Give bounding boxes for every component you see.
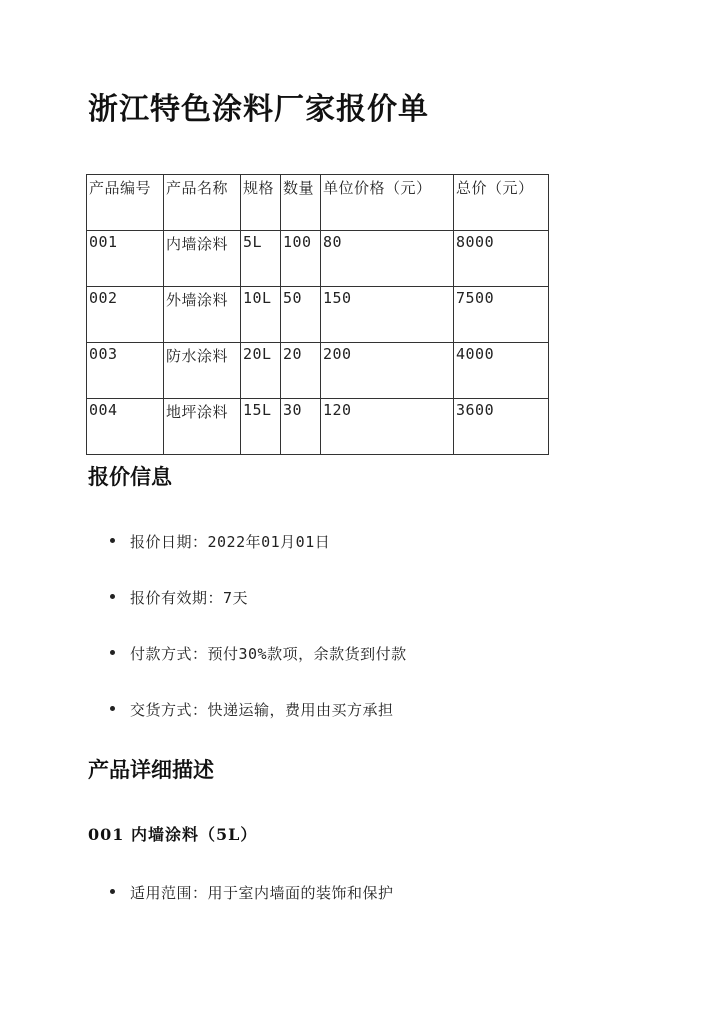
cell-total-price: 3600 xyxy=(454,399,549,455)
cell-total-price: 8000 xyxy=(454,231,549,287)
usage-scope-text: 适用范围：用于室内墙面的装饰和保护 xyxy=(130,884,394,902)
header-unit-price: 单位价格（元） xyxy=(321,175,454,231)
header-total-price: 总价（元） xyxy=(454,175,549,231)
quote-date-text: 报价日期：2022年01月01日 xyxy=(130,533,331,551)
document-title: 浙江特色涂料厂家报价单 xyxy=(88,92,429,127)
cell-total-price: 4000 xyxy=(454,343,549,399)
cell-spec: 10L xyxy=(241,287,281,343)
table-row xyxy=(87,399,549,455)
cell-quantity: 50 xyxy=(281,287,321,343)
header-spec: 规格 xyxy=(241,175,281,231)
cell-spec: 15L xyxy=(241,399,281,455)
table-row xyxy=(87,343,549,399)
product-subheading: 001 内墙涂料（5L） xyxy=(88,825,258,844)
cell-product-code: 004 xyxy=(87,399,164,455)
delivery-method-text: 交货方式：快递运输，费用由买方承担 xyxy=(130,701,394,719)
cell-unit-price: 150 xyxy=(321,287,454,343)
cell-spec: 20L xyxy=(241,343,281,399)
cell-product-name: 地坪涂料 xyxy=(164,399,241,455)
table-row xyxy=(87,287,549,343)
cell-product-name: 内墙涂料 xyxy=(164,231,241,287)
bullet-icon xyxy=(110,889,115,894)
cell-quantity: 30 xyxy=(281,399,321,455)
table-header-row xyxy=(87,175,549,231)
price-table xyxy=(86,174,549,455)
cell-unit-price: 120 xyxy=(321,399,454,455)
table-row xyxy=(87,231,549,287)
cell-product-code: 003 xyxy=(87,343,164,399)
cell-quantity: 20 xyxy=(281,343,321,399)
bullet-icon xyxy=(110,706,115,711)
cell-product-name: 防水涂料 xyxy=(164,343,241,399)
cell-unit-price: 200 xyxy=(321,343,454,399)
header-product-name: 产品名称 xyxy=(164,175,241,231)
cell-quantity: 100 xyxy=(281,231,321,287)
cell-product-code: 002 xyxy=(87,287,164,343)
cell-product-code: 001 xyxy=(87,231,164,287)
payment-method-text: 付款方式：预付30%款项，余款货到付款 xyxy=(130,645,407,663)
cell-product-name: 外墙涂料 xyxy=(164,287,241,343)
quote-validity-text: 报价有效期：7天 xyxy=(130,589,249,607)
cell-total-price: 7500 xyxy=(454,287,549,343)
bullet-icon xyxy=(110,594,115,599)
cell-unit-price: 80 xyxy=(321,231,454,287)
header-product-code: 产品编号 xyxy=(87,175,164,231)
cell-spec: 5L xyxy=(241,231,281,287)
header-quantity: 数量 xyxy=(281,175,321,231)
bullet-icon xyxy=(110,650,115,655)
quote-info-heading: 报价信息 xyxy=(88,464,172,489)
bullet-icon xyxy=(110,538,115,543)
product-details-heading: 产品详细描述 xyxy=(88,757,214,782)
